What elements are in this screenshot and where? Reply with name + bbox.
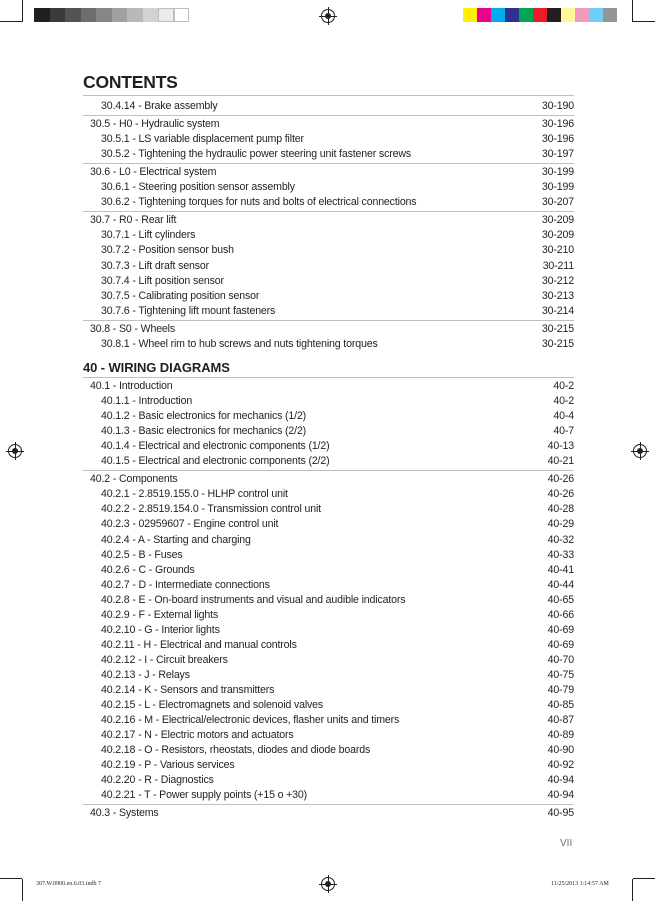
group-divider <box>83 320 574 321</box>
toc-entry-label: 30.5 - H0 - Hydraulic system <box>90 118 220 131</box>
toc-entry-label: 40.2.19 - P - Various services <box>101 759 235 772</box>
group-divider <box>83 115 574 116</box>
toc-entry-page: 30-207 <box>541 196 574 209</box>
toc-entry[interactable] <box>101 487 574 502</box>
gray-swatch <box>34 8 50 22</box>
footer-timestamp: 11/25/2013 1:14:57 AM <box>551 881 609 887</box>
toc-entry-page: 30-209 <box>541 229 574 242</box>
toc-entry-label: 40.1.2 - Basic electronics for mechanics (1/2) <box>101 410 307 423</box>
toc-entry-page: 40-65 <box>547 593 574 606</box>
color-swatch <box>575 8 589 22</box>
toc-entry[interactable] <box>101 593 574 608</box>
toc-entry-label: 30.7.2 - Position sensor bush <box>101 244 234 257</box>
toc-entry-page: 40-33 <box>547 548 574 561</box>
toc-entry-label: 30.6.1 - Steering position sensor assembly <box>101 181 295 194</box>
toc-entry[interactable] <box>101 758 574 773</box>
toc-entry[interactable] <box>90 379 574 394</box>
toc-entry[interactable] <box>101 394 574 409</box>
toc-entry-label: 30.5.2 - Tightening the hydraulic power steering unit fastener screws <box>101 148 411 161</box>
toc-entry[interactable] <box>101 439 574 454</box>
toc-entry-label: 40.2.7 - D - Intermediate connections <box>101 578 270 591</box>
toc-entry-label: 30.6.2 - Tightening torques for nuts and bolts of electrical connections <box>101 196 417 209</box>
toc-entry[interactable] <box>101 337 574 352</box>
toc-entry-page: 40-87 <box>547 714 574 727</box>
gray-swatch <box>81 8 97 22</box>
toc-entry-page: 30-215 <box>541 337 574 350</box>
toc-entry-label: 30.8 - S0 - Wheels <box>90 322 176 335</box>
toc-entry[interactable] <box>101 623 574 638</box>
crop-mark <box>22 879 23 901</box>
toc-entry[interactable] <box>101 259 574 274</box>
color-swatch <box>491 8 505 22</box>
title-divider <box>83 95 574 96</box>
registration-mark-icon <box>8 444 22 458</box>
gray-swatch <box>174 8 190 22</box>
color-swatch <box>561 8 575 22</box>
registration-mark-icon <box>633 444 647 458</box>
color-swatch <box>589 8 603 22</box>
toc-entry-page: 40-2 <box>553 380 574 392</box>
toc-entry-label: 40.2.1 - 2.8519.155.0 - HLHP control unit <box>101 488 288 501</box>
toc-entry-page: 40-21 <box>547 455 574 468</box>
toc-entry[interactable] <box>101 773 574 788</box>
toc-entry-label: 40.2.6 - C - Grounds <box>101 563 195 576</box>
toc-entry[interactable] <box>101 195 574 210</box>
toc-entry[interactable] <box>101 228 574 243</box>
toc-entry-page: 40-69 <box>547 638 574 651</box>
toc-entry-label: 40.2.12 - I - Circuit breakers <box>101 653 228 666</box>
color-swatch <box>463 8 477 22</box>
toc-entry[interactable] <box>101 653 574 668</box>
crop-mark <box>633 21 655 22</box>
toc-entry[interactable] <box>101 743 574 758</box>
toc-entry-label: 30.6 - L0 - Electrical system <box>90 166 217 179</box>
group-divider <box>83 163 574 164</box>
toc-entry[interactable] <box>101 180 574 195</box>
color-swatch <box>477 8 491 22</box>
toc-entry-label: 40.2.17 - N - Electric motors and actuators <box>101 729 294 742</box>
toc-entry-label: 40.1.5 - Electrical and electronic components (2/2) <box>101 455 330 468</box>
toc-entry-label: 30.7.6 - Tightening lift mount fasteners <box>101 304 276 317</box>
toc-entry-page: 40-79 <box>547 684 574 696</box>
gray-swatch <box>143 8 159 22</box>
toc-entry-label: 30.5.1 - LS variable displacement pump filter <box>101 133 304 146</box>
toc-entry[interactable] <box>101 578 574 593</box>
toc-entry-label: 40.1 - Introduction <box>90 380 173 392</box>
toc-entry-label: 40.2.18 - O - Resistors, rheostats, diodes and diode boards <box>101 744 371 757</box>
color-swatch <box>533 8 547 22</box>
toc-entry[interactable] <box>101 409 574 424</box>
registration-mark-icon <box>321 9 335 23</box>
toc-entry[interactable] <box>90 322 574 337</box>
toc-entry[interactable] <box>90 806 574 821</box>
toc-entry-page: 30-190 <box>541 100 574 112</box>
toc-entry-page: 40-94 <box>547 774 574 787</box>
toc-entry-label: 30.7 - R0 - Rear lift <box>90 214 177 227</box>
group-divider <box>83 470 574 471</box>
toc-entry-page: 30-214 <box>541 304 574 317</box>
color-swatch <box>547 8 561 22</box>
gray-swatch <box>158 8 174 22</box>
toc-entry[interactable] <box>101 243 574 258</box>
toc-entry[interactable] <box>101 788 574 803</box>
crop-mark <box>0 878 22 879</box>
toc-entry-label: 40.2.4 - A - Starting and charging <box>101 533 251 546</box>
toc-entry-page: 30-212 <box>541 274 574 287</box>
toc-entry-page: 30-199 <box>541 166 574 179</box>
toc-entry[interactable] <box>101 132 574 147</box>
toc-entry[interactable] <box>101 638 574 653</box>
group-divider <box>83 804 574 805</box>
toc-entry-label: 40.2.5 - B - Fuses <box>101 548 183 561</box>
toc-entry-page: 30-197 <box>541 148 574 161</box>
toc-entry-label: 40.2.14 - K - Sensors and transmitters <box>101 684 275 696</box>
toc-entry-page: 40-4 <box>553 410 574 423</box>
toc-entry-page: 40-94 <box>547 789 574 802</box>
toc-entry-page: 30-215 <box>541 322 574 335</box>
toc-entry[interactable] <box>101 683 574 698</box>
toc-entry-page: 30-209 <box>541 214 574 227</box>
toc-entry-page: 40-90 <box>547 744 574 757</box>
toc-entry-label: 40.2.3 - 02959607 - Engine control unit <box>101 518 279 531</box>
toc-entry-page: 40-41 <box>547 563 574 576</box>
crop-mark <box>632 0 633 22</box>
toc-entry[interactable] <box>101 274 574 289</box>
crop-mark <box>632 879 633 901</box>
toc-entry-page: 40-2 <box>553 395 574 408</box>
gray-swatch <box>112 8 128 22</box>
toc-entry[interactable] <box>101 608 574 623</box>
toc-entry-label: 40.2.8 - E - On-board instruments and visual and audible indicators <box>101 593 406 606</box>
toc-entry[interactable] <box>101 713 574 728</box>
toc-entry[interactable] <box>101 728 574 743</box>
gray-swatch <box>127 8 143 22</box>
toc-entry-label: 30.7.5 - Calibrating position sensor <box>101 289 260 302</box>
color-swatch <box>505 8 519 22</box>
crop-mark <box>0 21 22 22</box>
registration-mark-icon <box>321 877 335 891</box>
toc-entry-page: 40-13 <box>547 440 574 453</box>
toc-entry-page: 40-28 <box>547 503 574 516</box>
toc-entry-label: 40.3 - Systems <box>90 807 159 820</box>
toc-entry-page: 40-92 <box>547 759 574 772</box>
color-swatch <box>603 8 617 22</box>
crop-mark <box>633 878 655 879</box>
toc-entry-page: 40-95 <box>547 807 574 820</box>
toc-entry-label: 30.4.14 - Brake assembly <box>101 100 218 112</box>
toc-entry-label: 30.7.4 - Lift position sensor <box>101 274 224 287</box>
toc-entry[interactable] <box>101 304 574 319</box>
toc-entry-page: 30-211 <box>542 259 574 272</box>
toc-entry[interactable] <box>101 424 574 439</box>
toc-entry-page: 40-75 <box>547 668 574 681</box>
toc-entry-label: 40.2.11 - H - Electrical and manual controls <box>101 638 297 651</box>
toc-entry-page: 30-210 <box>541 244 574 257</box>
toc-entry-label: 40.2.15 - L - Electromagnets and solenoid valves <box>101 699 324 712</box>
toc-entry-page: 40-26 <box>547 473 574 486</box>
page-title: CONTENTS <box>83 72 178 92</box>
gray-swatch <box>65 8 81 22</box>
toc-entry-page: 40-32 <box>547 533 574 546</box>
toc-entry-label: 40.2.10 - G - Interior lights <box>101 623 220 636</box>
footer-file: 307.W.0900.en.6.03.indb 7 <box>36 881 101 887</box>
gray-swatch <box>96 8 112 22</box>
toc-entry-page: 40-89 <box>547 729 574 742</box>
toc-entry-page: 40-26 <box>547 488 574 501</box>
toc-entry-label: 40.2.9 - F - External lights <box>101 608 219 621</box>
toc-entry[interactable] <box>101 517 574 532</box>
toc-entry[interactable] <box>90 213 574 228</box>
toc-entry[interactable] <box>101 548 574 563</box>
toc-entry[interactable] <box>101 147 574 162</box>
toc-entry-label: 40.2.2 - 2.8519.154.0 - Transmission control unit <box>101 503 321 516</box>
toc-entry[interactable] <box>101 289 574 304</box>
toc-entry[interactable] <box>101 99 574 114</box>
toc-entry-label: 40.2.20 - R - Diagnostics <box>101 774 214 787</box>
crop-mark <box>22 0 23 22</box>
toc-entry-page: 30-213 <box>541 289 574 302</box>
toc-entry-label: 30.8.1 - Wheel rim to hub screws and nuts tightening torques <box>101 337 378 350</box>
toc-entry-page: 40-44 <box>547 578 574 591</box>
toc-entry[interactable] <box>90 165 574 180</box>
toc-entry[interactable] <box>101 668 574 683</box>
toc-entry-page: 40-66 <box>547 608 574 621</box>
gray-swatch <box>50 8 66 22</box>
section-divider <box>83 377 574 378</box>
toc-entry-page: 30-199 <box>541 181 574 194</box>
page-number: VII <box>560 838 573 849</box>
toc-entry-label: 40.1.4 - Electrical and electronic components (1/2) <box>101 440 330 453</box>
toc-entry[interactable] <box>90 117 574 132</box>
toc-entry-page: 40-29 <box>547 518 574 531</box>
toc-entry[interactable] <box>101 563 574 578</box>
toc-entry-page: 30-196 <box>541 118 574 131</box>
color-swatch <box>519 8 533 22</box>
toc-entry-label: 40.1.1 - Introduction <box>101 395 193 408</box>
toc-entry-page: 40-70 <box>547 653 574 666</box>
toc-entry[interactable] <box>90 472 574 487</box>
toc-entry-page: 30-196 <box>541 133 574 146</box>
toc-entry-label: 40.2.16 - M - Electrical/electronic devices, flasher units and timers <box>101 714 400 727</box>
toc-entry-label: 30.7.3 - Lift draft sensor <box>101 259 209 272</box>
toc-entry[interactable] <box>101 454 574 469</box>
toc-entry-page: 40-7 <box>553 425 574 438</box>
toc-entry-page: 40-85 <box>547 699 574 712</box>
toc-entry[interactable] <box>101 533 574 548</box>
section-heading: 40 - WIRING DIAGRAMS <box>83 360 230 375</box>
toc-entry-label: 40.2.13 - J - Relays <box>101 668 190 681</box>
toc-entry-page: 40-69 <box>547 623 574 636</box>
toc-entry-label: 40.2.21 - T - Power supply points (+15 o +30) <box>101 789 308 802</box>
toc-entry-label: 40.2 - Components <box>90 473 178 486</box>
toc-entry[interactable] <box>101 502 574 517</box>
toc-entry-label: 40.1.3 - Basic electronics for mechanics (2/2) <box>101 425 307 438</box>
group-divider <box>83 211 574 212</box>
toc-entry[interactable] <box>101 698 574 713</box>
toc-entry-label: 30.7.1 - Lift cylinders <box>101 229 196 242</box>
